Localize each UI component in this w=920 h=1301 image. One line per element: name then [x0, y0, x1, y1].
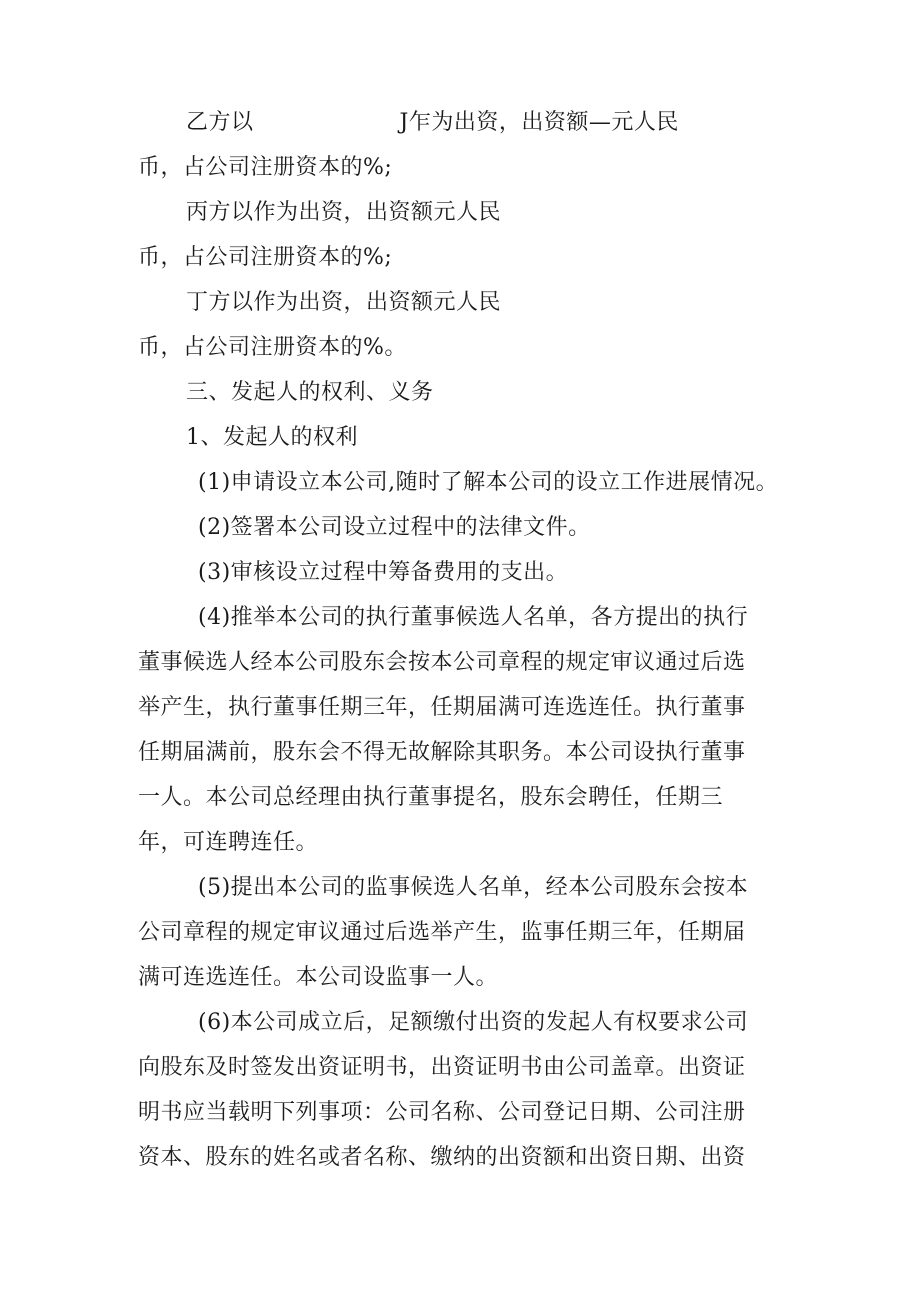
- text-line: 公司章程的规定审议通过后选举产生，监事任期三年，任期届: [138, 920, 746, 945]
- text-line: 年，可连聘连任。: [138, 830, 319, 855]
- text-line: (1)申请设立本公司,随时了解本公司的设立工作进展情况。: [198, 470, 779, 495]
- text-line: [186, 108, 679, 138]
- text-line: (3)审核设立过程中筹备费用的支出。: [198, 560, 569, 585]
- text-line: 任期届满前，股东会不得无故解除其职务。本公司设执行董事: [138, 740, 746, 765]
- text-line: 丁方以作为出资，出资额元人民: [186, 290, 502, 315]
- text-segment: J乍为出资，出资额—元人民: [399, 110, 679, 135]
- text-line: (2)签署本公司设立过程中的法律文件。: [198, 515, 591, 540]
- section-heading: 三、发起人的权利、义务: [186, 380, 434, 405]
- text-line: 币，占公司注册资本的%;: [138, 245, 393, 270]
- text-line: 举产生，执行董事任期三年，任期届满可连选连任。执行董事: [138, 695, 746, 720]
- text-line: 向股东及时签发出资证明书，出资证明书由公司盖章。出资证: [138, 1055, 746, 1080]
- text-line: 一人。本公司总经理由执行董事提名，股东会聘任，任期三: [138, 785, 724, 810]
- text-line: 丙方以作为出资，出资额元人民: [186, 200, 502, 225]
- text-line: (6)本公司成立后，足额缴付出资的发起人有权要求公司: [198, 1010, 749, 1035]
- text-line: 币，占公司注册资本的%;: [138, 155, 393, 180]
- text-segment: 乙方以: [186, 110, 254, 135]
- subsection-heading: 1、发起人的权利: [186, 425, 358, 450]
- text-line: 满可连选连任。本公司设监事一人。: [138, 965, 499, 990]
- text-line: 董事候选人经本公司股东会按本公司章程的规定审议通过后选: [138, 650, 746, 675]
- text-line: (5)提出本公司的监事候选人名单，经本公司股东会按本: [198, 875, 749, 900]
- text-line: 资本、股东的姓名或者名称、缴纳的出资额和出资日期、出资: [138, 1145, 746, 1170]
- text-line: 币，占公司注册资本的%。: [138, 335, 407, 360]
- text-line: 明书应当载明下列事项：公司名称、公司登记日期、公司注册: [138, 1100, 746, 1125]
- text-line: (4)推举本公司的执行董事候选人名单，各方提出的执行: [198, 605, 749, 630]
